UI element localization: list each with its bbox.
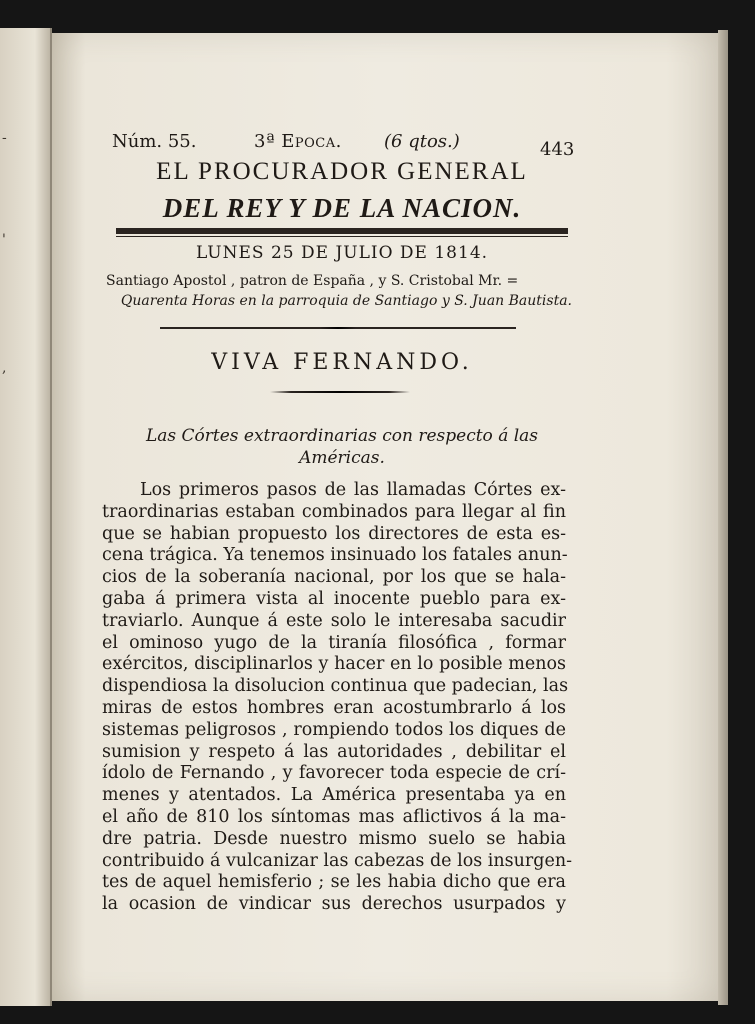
article-line: tes de aquel hemisferio ; se les habia dicho que era (102, 872, 566, 893)
article-body (102, 480, 572, 916)
facing-page-mark: ' (2, 232, 6, 248)
article-title-line: Américas. (299, 448, 385, 468)
article-line: Los primeros pasos de las llamadas Córtes ex- (140, 480, 566, 500)
facing-page-mark: , (2, 360, 7, 376)
article-line: sumision y respeto á las autoridades , debilitar el (102, 741, 566, 762)
issue-header (112, 131, 575, 160)
article-line: contribuido á vulcanizar las cabezas de los insurgen- (102, 850, 572, 871)
article-line: la ocasion de vindicar sus derechos usurpados y (102, 894, 566, 915)
article-title-line: Las Córtes extraordinarias con respecto á las (145, 426, 539, 446)
article-line: que se habian propuesto los directores de esta es- (102, 523, 566, 544)
article-line: el ominoso yugo de la tiranía filosófica , formar (102, 632, 566, 653)
issue-epoch: 3ª Epoca. (254, 131, 342, 152)
facing-page-edge (0, 28, 52, 1006)
motto-heading: VIVA FERNANDO. (211, 350, 473, 375)
masthead-line-2: DEL REY Y DE LA NACION. (162, 193, 522, 223)
article-line: menes y atentados. La América presentaba ya en (102, 785, 566, 806)
page-edge-shadow (718, 30, 728, 1005)
article-line: exércitos, disciplinarlos y hacer en lo posible menos (102, 654, 566, 675)
article-title (112, 425, 572, 469)
article-line: dre patria. Desde nuestro mismo suelo se habia (102, 828, 566, 849)
article-line: miras de estos hombres eran acostumbrarlo á los (102, 697, 566, 718)
masthead-rule-thin (116, 236, 568, 237)
facing-page-mark: - (2, 130, 7, 146)
article-line: cios de la soberanía nacional, por los que se hala- (102, 567, 566, 588)
article-line: el año de 810 los síntomas mas aflictivos á la ma- (102, 806, 566, 827)
issue-number: Núm. 55. (112, 131, 197, 152)
section-divider (160, 327, 516, 329)
article-line: gaba á primera vista al inocente pueblo para ex- (102, 588, 566, 609)
page-number: 443 (540, 139, 575, 160)
issue-sheets: (6 qtos.) (384, 131, 460, 152)
article-line: sistemas peligrosos , rompiendo todos los diques de (102, 719, 566, 740)
saints-of-day: Santiago Apostol , patron de España , y S. Cristobal Mr. = (106, 273, 519, 289)
article-line: dispendiosa la disolucion continua que padecian, las (102, 676, 569, 697)
issue-date: LUNES 25 DE JULIO DE 1814. (195, 243, 489, 263)
masthead-rule-thick (116, 228, 568, 234)
article-line: traviarlo. Aunque á este solo le interesaba sacudir (102, 610, 566, 631)
masthead-line-1: EL PROCURADOR GENERAL (156, 158, 528, 185)
article-line: ídolo de Fernando , y favorecer toda especie de crí- (102, 763, 566, 784)
article-line: traordinarias estaban combinados para llegar al fin (102, 501, 566, 522)
forty-hours-notice: Quarenta Horas en la parroquia de Santiago y S. Juan Bautista. (120, 293, 572, 309)
motto-divider (270, 391, 410, 393)
article-line: cena trágica. Ya tenemos insinuado los fatales anun- (102, 545, 568, 566)
